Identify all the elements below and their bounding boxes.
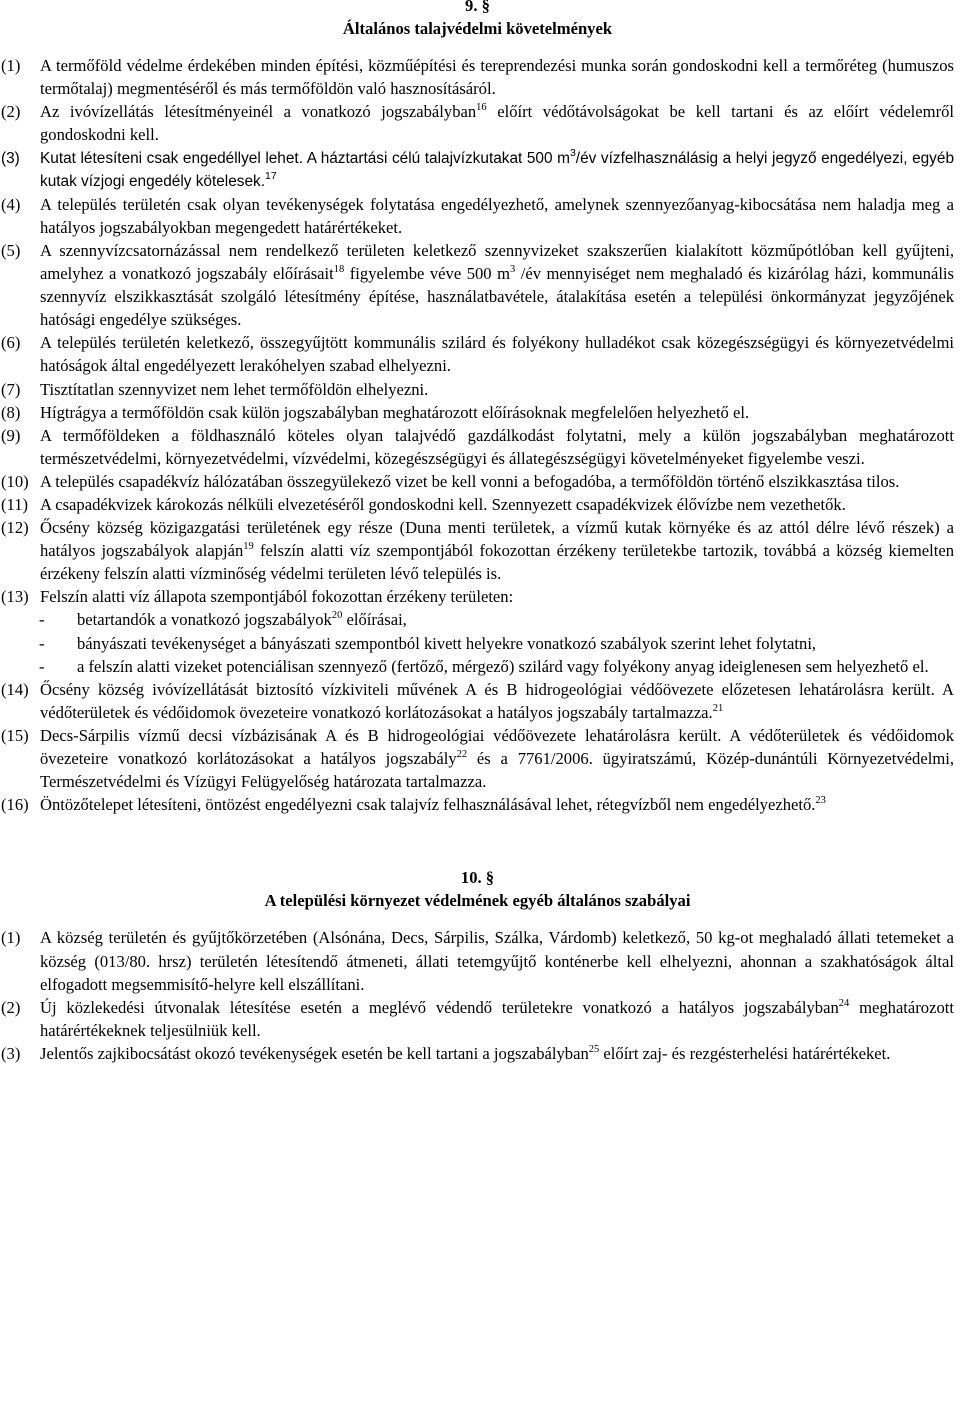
text-run: meghatározott határértékeknek teljesülniük kell. <box>40 997 954 1040</box>
text-run: Kutat létesíteni csak engedéllyel lehet. <box>40 149 307 167</box>
section-number: 10. <box>460 868 482 888</box>
text-run: A település területén csak olyan tevékenységek folytatása engedélyezhető, amelynek szennyezőanyag-kibocsátása nem haladja meg a hatályos jogszabályokban megengedett határértékeket. <box>40 194 954 237</box>
text-run: előírt zaj- és rezgésterhelési határértékeket. <box>599 1043 891 1063</box>
footnote-ref: 20 <box>331 610 343 622</box>
footnote-ref: 25 <box>588 1043 600 1055</box>
paragraph-item <box>1 926 954 995</box>
paragraph-number: (6) <box>1 333 21 353</box>
paragraph-number: (9) <box>1 425 21 445</box>
text-run: bányászati tevékenységet a bányászati szempontból kivett helyekre vonatkozó szabályok szerint lehet folytatni, <box>77 633 817 653</box>
paragraph-number: (5) <box>1 240 21 260</box>
text-run: Felszín alatti víz állapota szempontjából fokozottan érzékeny területen: <box>40 587 514 607</box>
paragraph-number: (13) <box>1 587 29 607</box>
paragraph-item <box>1 424 954 470</box>
text-run: A termőföldeken a földhasználó köteles olyan talajvédő gazdálkodást folytatni, mely a külön jogszabályban meghatározott természetvédelmi, környezetvédelmi, vízvédelmi, közegészségügyi és állategészségügyi követelményeket figyelembe veszi. <box>40 425 954 468</box>
paragraph-item <box>1 331 954 377</box>
paragraph-number: (7) <box>1 379 21 399</box>
text-run: Jelentős zajkibocsátást okozó tevékenységek esetén be kell tartani a jogszabályban <box>40 1043 589 1063</box>
text-run: A település területén keletkező, összegyűjtött kommunális szilárd és folyékony hulladékot csak közegészségügyi és környezetvédelmi hatóságok által engedélyezett lerakóhelyen szabad elhelyezni. <box>40 333 954 376</box>
paragraph-item <box>1 793 954 816</box>
paragraph-item <box>1 147 954 193</box>
paragraph-item <box>1 54 954 100</box>
paragraph-number: (1) <box>1 56 21 76</box>
paragraph-item <box>1 401 954 424</box>
footnote-ref: 21 <box>712 702 724 714</box>
paragraph-number: (3) <box>1 1043 21 1063</box>
text-run: A szennyvízcsatornázással nem rendelkező területen keletkező szennyvizeket szakszerűen kialakított közműpótlóban kell gyűjteni, amelyhez a vonatkozó jogszabály előírásait <box>40 240 954 284</box>
text-run: /év vízfelhasználásig a helyi jegyző engedélyezi, egyéb kutak vízjogi engedély kötelesek. <box>40 149 955 190</box>
paragraph-number: (11) <box>1 494 29 514</box>
paragraph-item <box>1 678 954 724</box>
section-10-number <box>1 866 954 889</box>
footnote-ref: 3 <box>509 264 516 276</box>
list-dash: - <box>39 633 45 653</box>
paragraph-item <box>1 516 954 585</box>
text-run: a felszín alatti vizeket potenciálisan szennyező (fertőző, mérgező) szilárd vagy folyékony anyag ideiglenesen sem helyezhető el. <box>77 656 929 676</box>
text-run: A csapadékvizek károkozás nélküli elvezetéséről gondoskodni kell. Szennyezett csapadékvizek élővízbe nem vezethetők. <box>40 494 846 514</box>
text-run: előírásai, <box>342 610 407 630</box>
paragraph-number: (4) <box>1 194 21 214</box>
paragraph-number: (14) <box>1 679 29 699</box>
footnote-ref: 23 <box>815 795 826 807</box>
text-run: Új közlekedési útvonalak létesítése esetén a meglévő védendő területekre vonatkozó a hatályos jogszabályban <box>40 997 839 1017</box>
section-9-number <box>1 0 954 17</box>
paragraph-item <box>1 378 954 401</box>
list-item <box>1 608 954 631</box>
footnote-ref: 17 <box>265 169 277 182</box>
section-9-body <box>1 54 954 816</box>
text-run: /év mennyiséget nem meghaladó és kizárólag házi, kommunális szennyvíz elszikkasztását szolgáló létesítmény építése, használatbavétele, átalakítása esetén a települési önkormányzat jegyzőjének hatósági engedélye szükséges. <box>40 264 954 330</box>
paragraph-item <box>1 493 954 516</box>
text-run: A település csapadékvíz hálózatában összegyülekező vizet be kell vonni a befogadóba, a termőföldön történő elszikkasztása tilos. <box>40 471 900 491</box>
text-run: Decs-Sárpilis vízmű decsi vízbázisának A és B hidrogeológiai védőövezete lehatárolásra került. A védőterületek és védőidomok övezeteire vonatkozó korlátozásokat a hatályos jogszabály <box>40 725 954 768</box>
paragraph-number: (8) <box>1 402 21 422</box>
footnote-ref: 19 <box>243 541 254 553</box>
paragraph-number: (12) <box>1 518 29 538</box>
paragraph-item <box>1 470 954 493</box>
paragraph-item <box>1 1042 954 1065</box>
section-number: 9. <box>465 0 478 15</box>
paragraph-item <box>1 996 954 1042</box>
text-run: A háztartási célú talajvízkutakat 500 m <box>306 149 570 167</box>
section-10-title: A települési környezet védelmének egyéb általános szabályai <box>264 891 691 911</box>
paragraph-number: (10) <box>1 471 29 491</box>
footnote-ref: 18 <box>333 264 345 276</box>
paragraph-number: (15) <box>1 725 29 745</box>
paragraph-item <box>1 193 954 239</box>
footnote-ref: 24 <box>838 997 850 1009</box>
footnote-ref: 3 <box>569 146 576 159</box>
text-run: Őcsény község közigazgatási területének egy része (Duna menti területek, a vízmű kutak környéke és az attól délre lévő részek) a hatályos jogszabályok alapján <box>40 518 954 561</box>
paragraph-number: (2) <box>1 997 21 1017</box>
text-run: Öntözőtelepet létesíteni, öntözést engedélyezni csak talajvíz felhasználásával lehet, rétegvízből nem engedélyezhető. <box>40 795 816 815</box>
text-run: előírt védőtávolságokat be kell tartani és az előírt védelemről gondoskodni kell. <box>40 102 954 145</box>
paragraph-sign: § <box>485 868 495 888</box>
paragraph-number: (1) <box>1 928 21 948</box>
paragraph-item <box>1 585 954 608</box>
text-run: felszín alatti víz szempontjából fokozottan érzékeny területekbe tartozik, továbbá a község kiemelten érzékeny felszín alatti vízminőség védelmi területen lévő település is. <box>40 541 954 584</box>
text-run: Tisztítatlan szennyvizet nem lehet termőföldön elhelyezni. <box>40 379 429 399</box>
text-run: és a 7761/2006. ügyiratszámú, Közép-dunántúli Környezetvédelmi, Természetvédelmi és Vízügyi Felügyelőség határozata tartalmazza. <box>40 749 954 792</box>
text-run: A termőföld védelme érdekében minden építési, közműépítési és tereprendezési munka során gondoskodni kell a termőréteg (humuszos termőtalaj) megmentéséről és más termőföldön való hasznosításáról. <box>40 56 954 99</box>
list-dash: - <box>39 610 45 630</box>
list-item <box>1 655 954 678</box>
text-run: A község területén és gyűjtőkörzetében (Alsónána, Decs, Sárpilis, Szálka, Várdomb) keletkező, 50 kg-ot meghaladó állati tetemeket a község (013/80. hrsz) területén létesítendő átmeneti, állati tetemgyűjtő konténerbe kell elhelyezni, ahonnan a szakhatóságok által elfogadott megsemmisítő-helyre kell elszállítani. <box>40 928 954 994</box>
paragraph-sign: § <box>481 0 490 15</box>
paragraph-item <box>1 100 954 146</box>
list-item <box>1 632 954 655</box>
paragraph-number: (3) <box>1 149 20 167</box>
text-run: Az ivóvízellátás létesítményeinél a vonatkozó jogszabályban <box>40 102 477 122</box>
text-run: betartandók a vonatkozó jogszabályok <box>77 610 332 630</box>
list-dash: - <box>39 656 45 676</box>
footnote-ref: 16 <box>476 102 487 114</box>
text-run: figyelembe véve 500 m <box>344 264 510 284</box>
paragraph-item <box>1 239 954 331</box>
text-run: Őcsény község ivóvízellátását biztosító vízkiviteli művének A és B hidrogeológiai védőövezete előzetesen lehatárolásra került. A védőterületek és védőidomok övezeteire vonatkozó korlátozásokat a hatályos jogszabály tartalmazza. <box>40 679 954 722</box>
paragraph-number: (2) <box>1 102 21 122</box>
paragraph-item <box>1 724 954 793</box>
text-run: Hígtrágya a termőföldön csak külön jogszabályban meghatározott előírásoknak megfelelően helyezhető el. <box>40 402 750 422</box>
section-9-title: Általános talajvédelmi követelmények <box>342 19 613 39</box>
footnote-ref: 22 <box>456 749 468 760</box>
paragraph-number: (16) <box>1 795 29 815</box>
section-10-body <box>1 926 954 1065</box>
